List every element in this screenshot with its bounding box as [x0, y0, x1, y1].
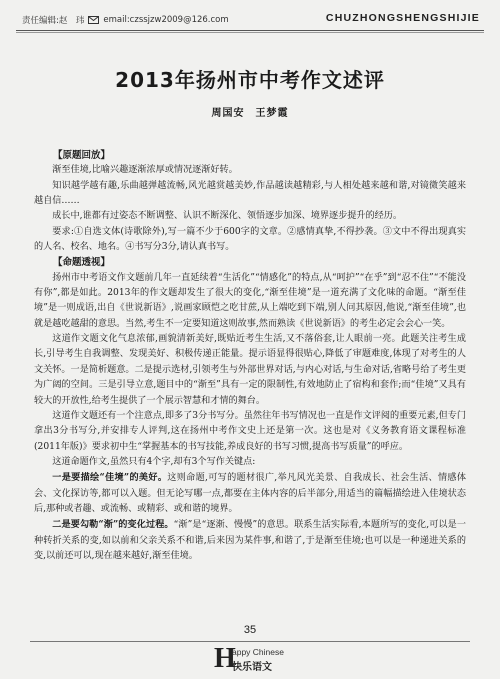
paragraph: 这道命题作文,虽然只有4个字,却有3个写作关键点:	[52, 456, 256, 467]
article-authors: 周国安 王梦霞	[211, 108, 289, 119]
paragraph: 这道作文题文化气息浓郁,画貌清新美好,既贴近考生生活,又不落俗套,让人眼前一亮。此题关注考生成长,引导考生自我调整、发现美好、积极传递正能量。提示语显得很贴心,降低了审题难度,体现了对考生的人文关怀。一是简析题意。二是提示选材,引领考生与外部世界对话,与内心对话,与生命对话,省略号给了考生更为广阔的空间。三是引导立意,题目中的“渐至”具有一定的限制性,有效地防止了宿构和套作;而“佳境”又具有较大的开放性,给考生提供了一个展示智慧和才情的舞台。	[34, 334, 466, 406]
paragraph: 成长中,谁都有过姿态不断调整、认识不断深化、领悟逐步加深、境界逐步提升的经历。	[52, 211, 402, 222]
paragraph-point-1	[34, 470, 466, 517]
mail-icon	[88, 16, 99, 24]
paragraph: 知识越学越有趣,乐曲越弹越流畅,风光越赏越美妙,作品越读越精彩,与人相处越来越和谐,对镜微笑越来越自信……	[34, 180, 466, 207]
header-credits	[22, 13, 229, 27]
editor-credit: 责任编辑:赵 玮	[22, 16, 85, 26]
logo-english: appy Chinese	[232, 647, 284, 657]
logo-chinese: 快乐语文	[232, 662, 272, 673]
article-body	[34, 148, 466, 564]
happy-chinese-logo	[214, 644, 304, 674]
logo-letter: H	[214, 643, 236, 674]
editor-email: email:czssjzw2009@126.com	[103, 15, 229, 25]
point-1-lead: 一是要描绘“佳境”的美好。	[52, 472, 168, 484]
page-number: 35	[243, 624, 257, 636]
footer-divider	[30, 641, 470, 642]
paragraph-requirements: 要求:①自选文体(诗歌除外),写一篇不少于600字的文章。②感情真挚,不得抄袭。③文中不得出现真实的人名、校名、地名。④书写分3分,请认真书写。	[34, 226, 466, 253]
section-heading-analysis: 【命题透视】	[53, 257, 111, 269]
article-title: 2013年扬州市中考作文述评	[115, 68, 385, 92]
paragraph: 这道作文题还有一个注意点,即多了3分书写分。虽然往年书写情况也一直是作文评阅的重要元素,但专门拿出3分书写分,并安排专人评判,这在扬州中考作文史上还是第一次。这也是对《义务教育语文课程标准(2011年版)》要求初中生“掌握基本的书写技能,养成良好的书写习惯,提高书写质量”的呼应。	[34, 410, 466, 452]
point-1-text: 这则命题,可写的题材很广,举凡风光美景、自我成长、社会生活、情感体会、文化探访等,都可以入题。但无论写哪一点,都要在主体内容的后半部分,用适当的篇幅描绘进入佳境状态后,那种或者趣、或流畅、或精彩、或和谐的境界。	[34, 473, 466, 514]
point-2-lead: 二是要勾勒“渐”的变化过程。	[52, 519, 174, 531]
header-divider	[16, 30, 484, 31]
section-heading-original: 【原题回放】	[53, 150, 111, 161]
paragraph: 扬州市中考语文作文题前几年一直延续着“生活化”“情感化”的特点,从“呵护”“在乎”到“忍不住”“不能没有你”,都是如此。2013年的作文题却发生了很大的变化,“渐至佳境”是一道充满了文化味的命题。“渐至佳境”是一则成语,出自《世说新语》,说画家顾恺之吃甘蔗,从上端吃到下端,别人问其原因,他说,“渐至佳境”,也就是越吃越甜的意思。当然,考生不一定要知道这则故事,然而熟读《世说新语》的考生必定会会心一笑。	[34, 272, 466, 329]
header-divider-thin	[16, 32, 484, 33]
point-2-text: “渐”是“逐渐、慢慢”的意思。联系生活实际看,本题所写的变化,可以是一种转折关系的变,如以前和父亲关系不和谐,后来因为某件事,和谐了,于是渐至佳境;也可以是一种递进关系的变,以前还可以,现在越来越好,渐至佳境。	[34, 520, 466, 561]
paragraph-point-2	[34, 517, 466, 564]
journal-name: CHUZHONGSHENGSHIJIE	[325, 12, 480, 24]
paragraph: 渐至佳境,比喻兴趣逐渐浓厚或情况逐渐好转。	[52, 165, 238, 176]
